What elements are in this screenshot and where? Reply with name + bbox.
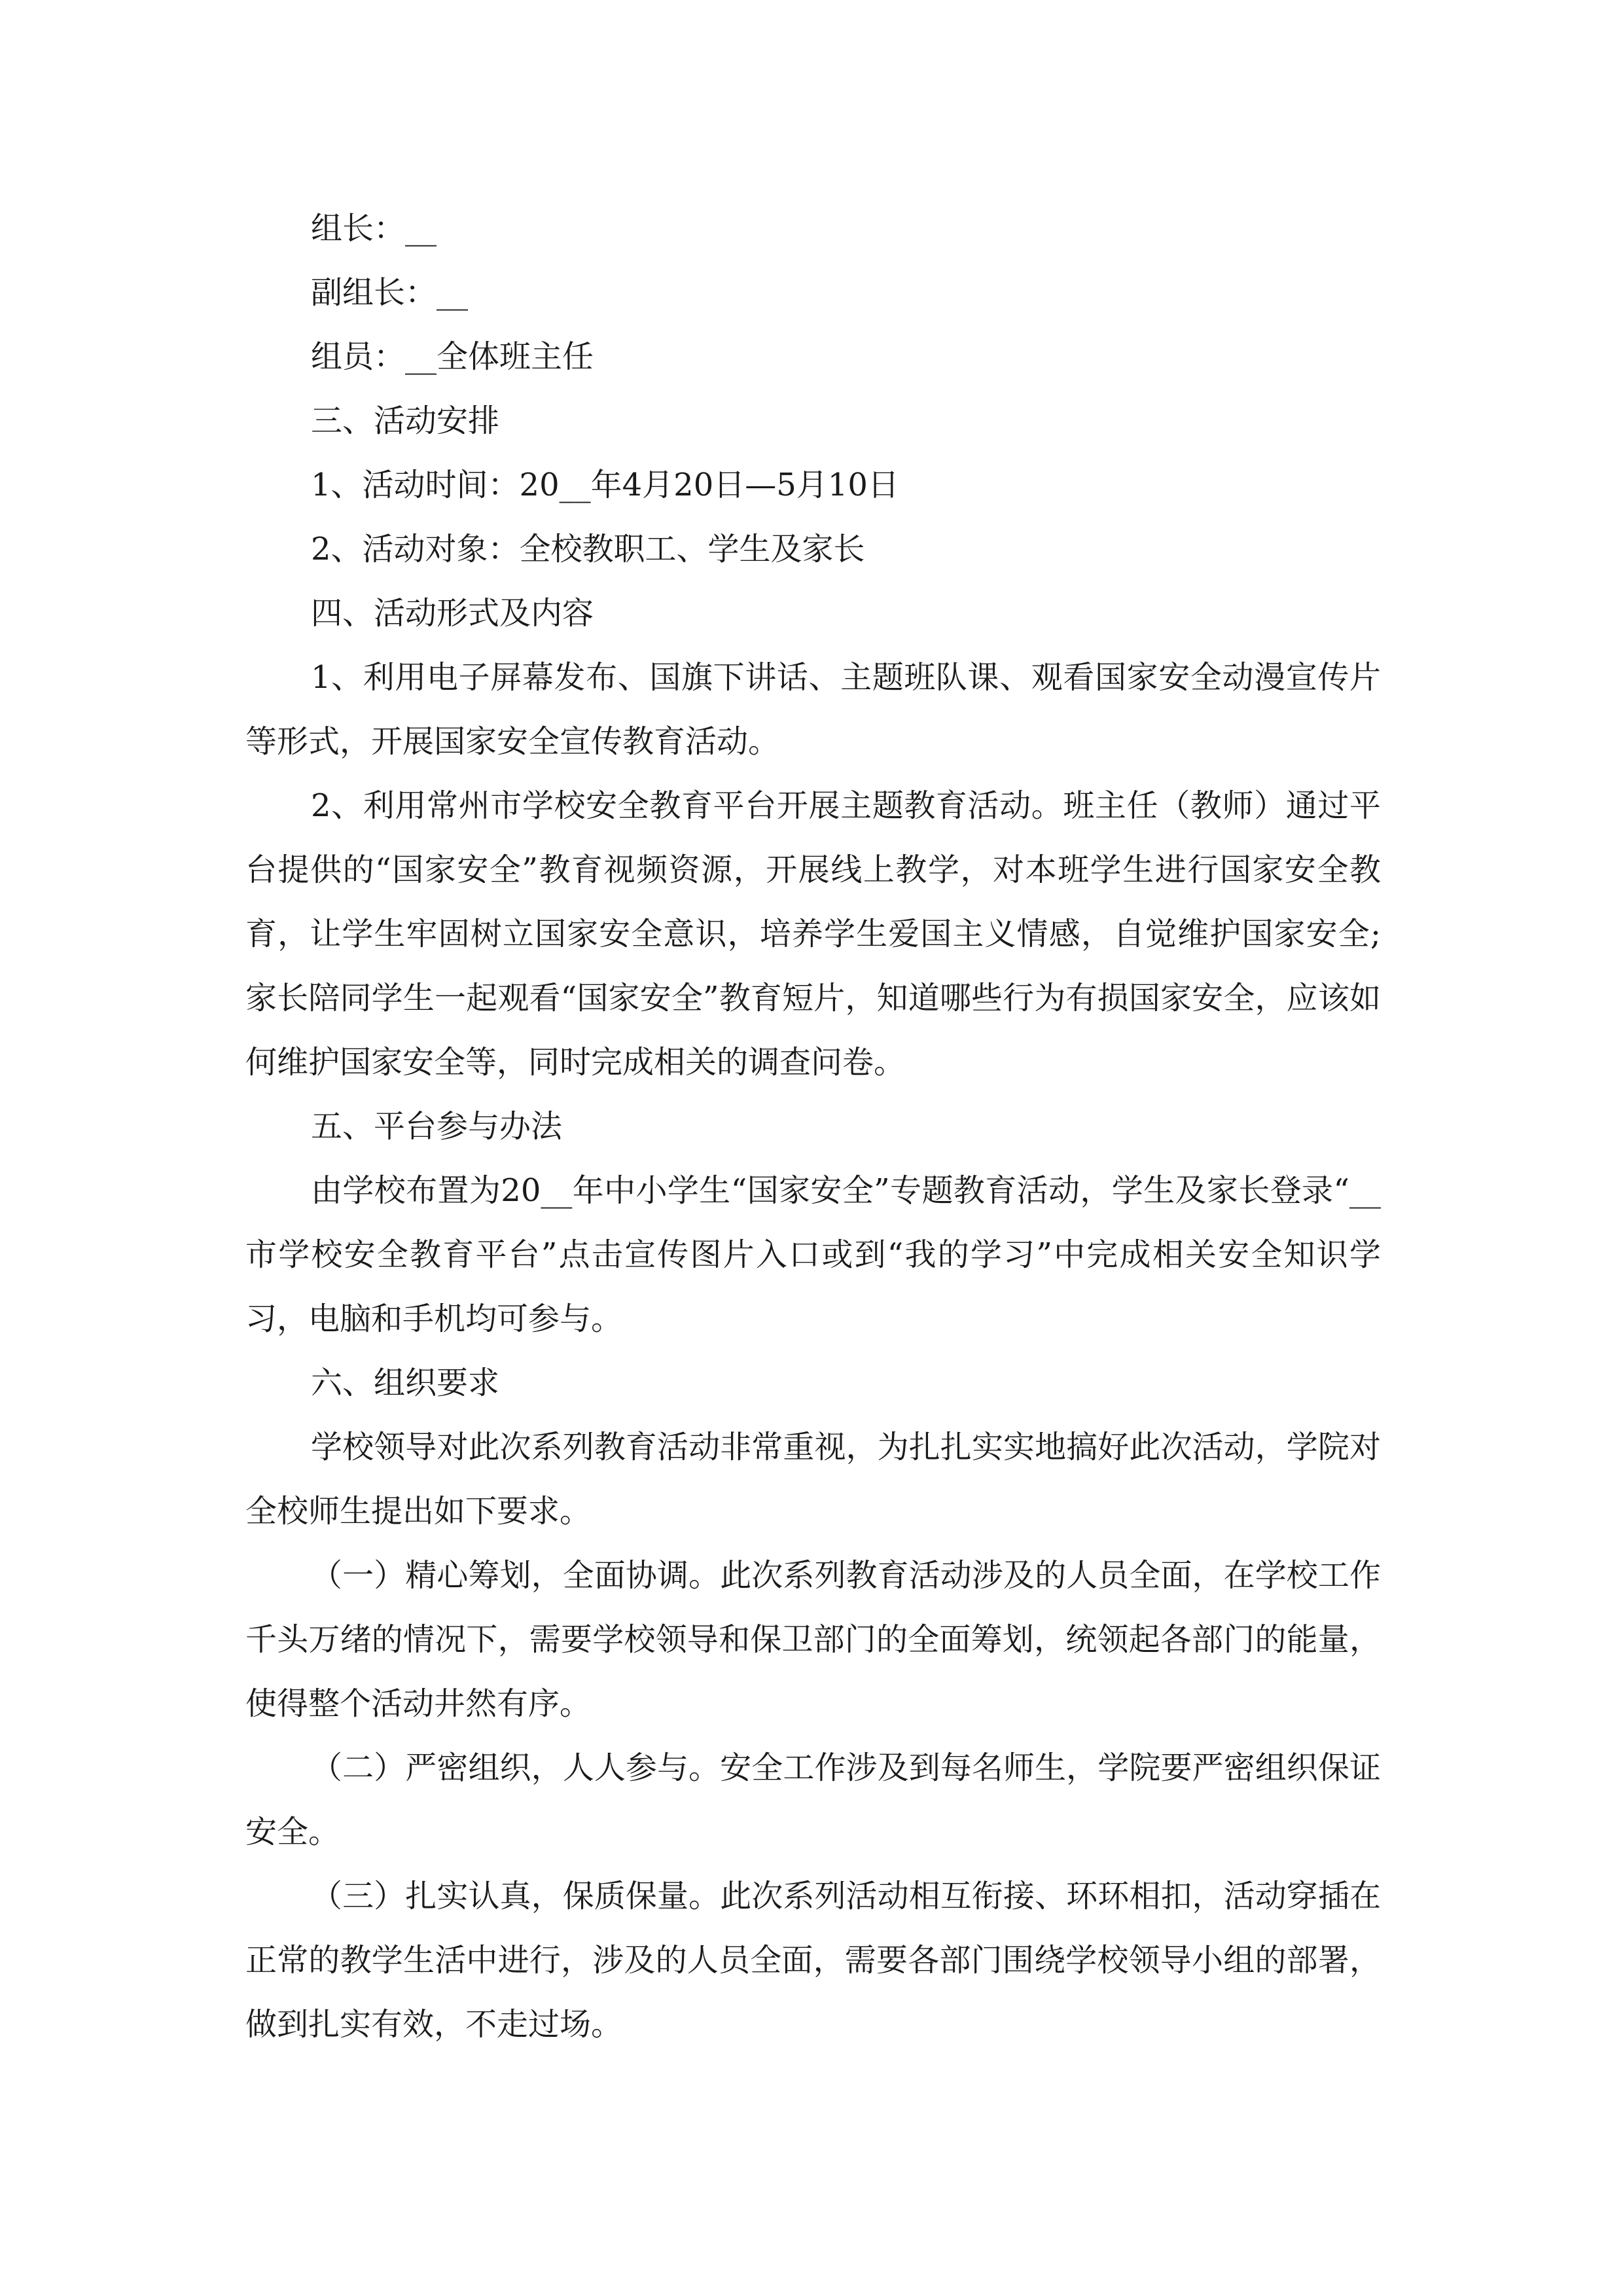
section-6-paragraph-3: （二）严密组织，人人参与。安全工作涉及到每名师生，学院要严密组织保证安全。 xyxy=(245,1749,1381,1850)
section-4-title: 四、活动形式及内容 xyxy=(311,595,594,632)
section-6-paragraph-1: 学校领导对此次系列教育活动非常重视，为扎扎实实地搞好此次活动，学院对全校师生提出如下要求。 xyxy=(245,1429,1381,1530)
section-4-paragraph-1: 1、利用电子屏幕发布、国旗下讲话、主题班队课、观看国家安全动漫宣传片等形式，开展国家安全宣传教育活动。 xyxy=(245,659,1381,760)
section-3-title: 三、活动安排 xyxy=(311,403,500,439)
section-5-paragraph: 由学校布置为20__年中小学生“国家安全”专题教育活动，学生及家长登录“__市学校安全教育平台”点击宣传图片入口或到“我的学习”中完成相关安全知识学习，电脑和手机均可参与。 xyxy=(245,1172,1381,1337)
section-6-title: 六、组织要求 xyxy=(311,1365,500,1401)
document-body xyxy=(245,196,1381,2056)
members-line: 组员：__全体班主任 xyxy=(311,338,594,375)
activity-target: 2、活动对象：全校教职工、学生及家长 xyxy=(311,531,865,567)
section-5-title: 五、平台参与办法 xyxy=(311,1108,563,1145)
section-6-paragraph-2: （一）精心筹划，全面协调。此次系列教育活动涉及的人员全面，在学校工作千头万绪的情况下，需要学校领导和保卫部门的全面筹划，统领起各部门的能量，使得整个活动井然有序。 xyxy=(245,1557,1381,1722)
vice-leader-line: 副组长：__ xyxy=(311,274,469,311)
section-6-paragraph-4: （三）扎实认真，保质保量。此次系列活动相互衔接、环环相扣，活动穿插在正常的教学生活中进行，涉及的人员全面，需要各部门围绕学校领导小组的部署，做到扎实有效，不走过场。 xyxy=(245,1878,1381,2043)
activity-time: 1、活动时间：20__年4月20日—5月10日 xyxy=(311,467,899,503)
section-4-paragraph-2: 2、利用常州市学校安全教育平台开展主题教育活动。班主任（教师）通过平台提供的“国家安全”教育视频资源，开展线上教学，对本班学生进行国家安全教育，让学生牢固树立国家安全意识，培养学生爱国主义情感，自觉维护国家安全; 家长陪同学生一起观看“国家安全”教育短片，知道哪些行为有损国家安全，应该如何维护国家安全等，同时完成相关的调查问卷。 xyxy=(245,787,1381,1081)
leader-line: 组长：__ xyxy=(311,210,437,247)
